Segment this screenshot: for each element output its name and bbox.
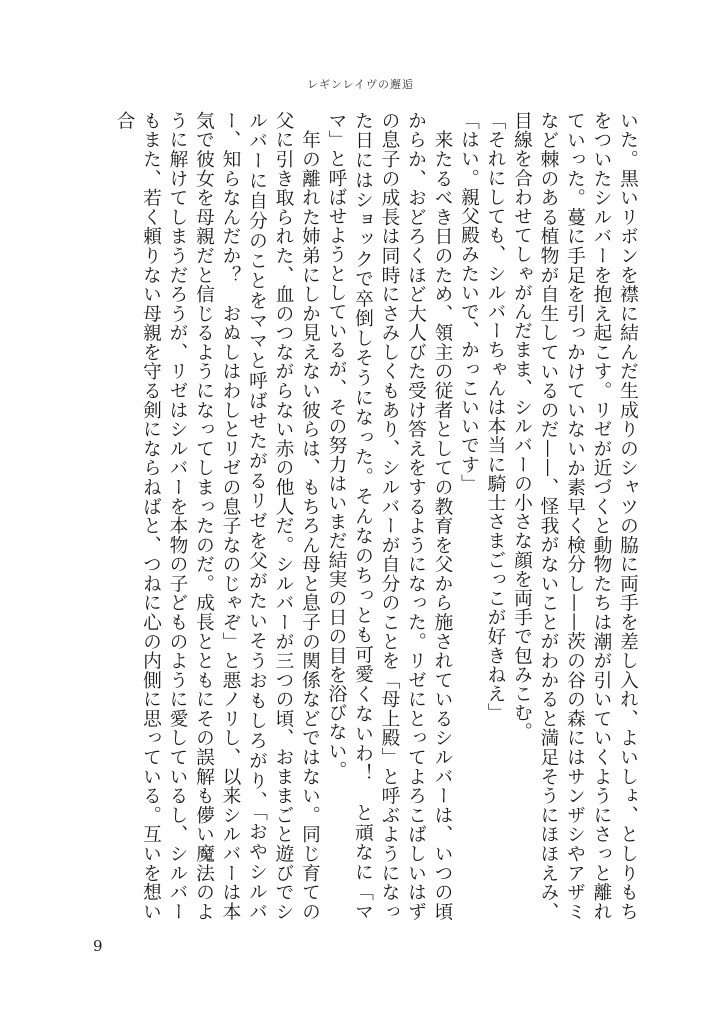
paragraph: いた。黒いリボンを襟に結んだ生成りのシャツの脇に両手を差し入れ、よいしょ、としりもちをついたシルバーを抱え起こす。リゼが近づくと動物たちは潮が引いていくようにさっと離れていった。蔓に手足を引っかけていないか素早く検分し——茨の谷の森にはサンザシやアザミなど棘のある植物が自生しているのだ——、怪我がないことがわかると満足そうにほほえみ、目線を合わせてしゃがんだまま、シルバーの小さな顔を両手で包みこむ。 bbox=[511, 111, 638, 921]
paragraph: 「それにしても、シルバーちゃんは本当に騎士さまごっこが好きねえ」 bbox=[484, 111, 506, 723]
paragraph: 来たるべき日のため、領主の従者としての教育を父から施されているシルバーは、いつの頃からか、おどろくほど大人びた受け答えをするようになった。リゼにとってよろこばしいはずの息子の成長は同時にさみしくもあり、シルバーが自分のことを「母上殿」と呼ぶようになった日にはショックで卒倒しそうになった。そんなのちっとも可愛くないわ！ と頑なに「ママ」と呼ばせようとしているが、その努力はいまだ結実の日の目を浴びない。 bbox=[325, 111, 453, 921]
page-number: 9 bbox=[93, 937, 103, 955]
running-head: レギンレイヴの邂逅 bbox=[306, 78, 415, 91]
paragraph: 「はい。親父殿みたいで、かっこいいです」 bbox=[458, 111, 479, 493]
paragraph: 年の離れた姉弟にしか見えない彼らは、もちろん母と息子の関係などではない。同じ育ての父に引き取られた、血のつながらない赤の他人だ。シルバーが三つの頃、おままごと遊びでシルバーに自分のことをママと呼ばせたがるリゼを父がたいそうおもしろがり、「おやシルバー、知らなんだか？ おぬしはわしとリゼの息子なのじゃぞ」と悪ノリし、以来シルバーは本気で彼女を母親だと信じるようになってしまったのだ。成長とともにその誤解も儚い魔法のように解けてしまうだろうが、リゼはシルバーを本物の子どものように愛しているし、シルバーもまた、若く頼りない母親を守る剣にならねばと、つねに心の内側に思っている。互いを想い合 bbox=[113, 111, 320, 921]
body-text bbox=[100, 111, 640, 921]
